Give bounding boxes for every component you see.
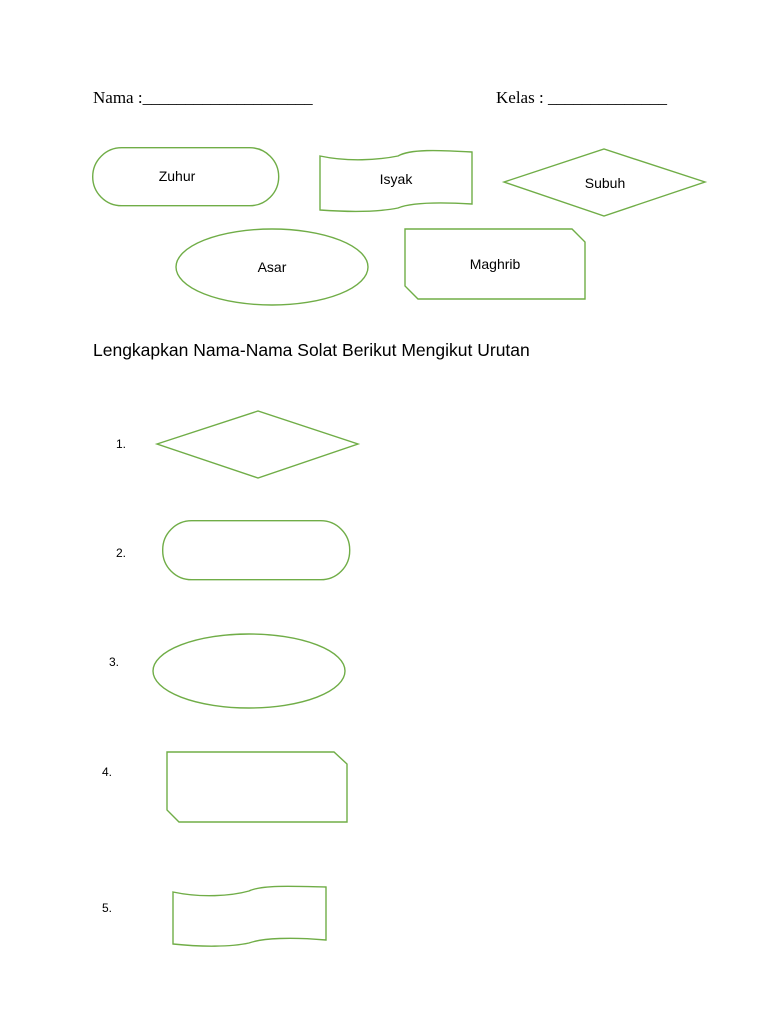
name-blank[interactable]: ____________________ xyxy=(142,88,313,107)
subuh-label: Subuh xyxy=(584,175,626,191)
isyak-label: Isyak xyxy=(379,171,413,187)
maghrib-label: Maghrib xyxy=(469,256,521,272)
answer-number-5: 5. xyxy=(102,901,113,915)
asar-label: Asar xyxy=(257,259,287,275)
answer-number-3: 3. xyxy=(109,655,120,669)
name-field xyxy=(93,88,313,108)
answer-5-wave-banner-icon[interactable] xyxy=(171,884,328,946)
answer-number-1: 1. xyxy=(116,437,127,451)
answer-number-2: 2. xyxy=(116,546,127,560)
answer-number-4: 4. xyxy=(102,765,113,779)
class-blank[interactable]: ______________ xyxy=(547,88,667,107)
class-field xyxy=(496,88,667,108)
class-label: Kelas : xyxy=(496,88,544,107)
answer-3-ellipse-icon[interactable] xyxy=(151,633,351,711)
name-label: Nama : xyxy=(93,88,143,107)
answer-1-diamond-icon[interactable] xyxy=(156,410,360,480)
answer-2-rounded-rectangle-icon[interactable] xyxy=(162,520,352,582)
instruction-text: Lengkapkan Nama-Nama Solat Berikut Mengikut Urutan xyxy=(93,340,530,360)
answer-4-snipped-rectangle-icon[interactable] xyxy=(166,751,350,824)
zuhur-label: Zuhur xyxy=(158,168,196,184)
